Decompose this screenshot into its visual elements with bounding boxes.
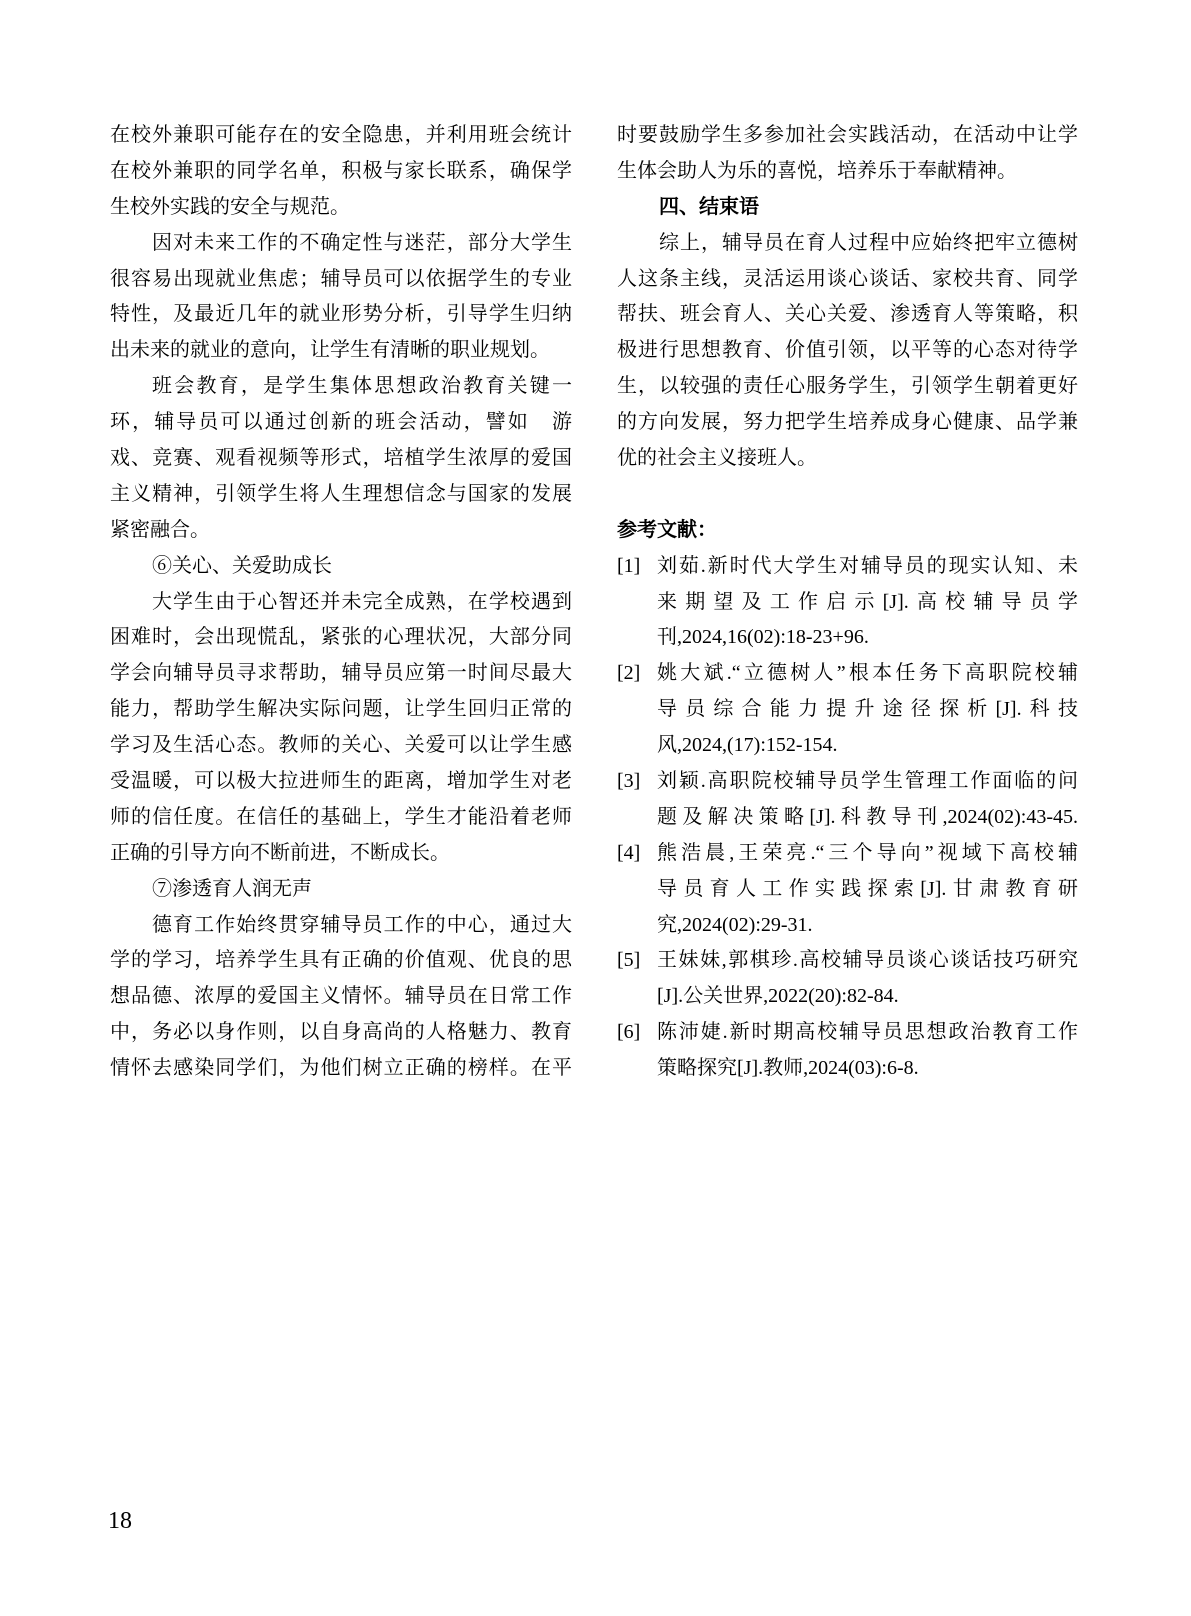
reference-item [617,764,1078,836]
right-column [617,118,1078,1087]
text-line: 优的社会主义接班人。 [617,447,817,470]
text-line: 刘茹.新时代大学生对辅导员的现实认知、未 [657,554,1078,577]
left-column [110,118,572,1087]
text-line: 生校外实践的安全与规范。 [110,195,350,218]
text-line: 戏、竞赛、观看视频等形式，培植学生浓厚的爱国 [110,447,572,470]
text-line: 综上，辅导员在育人过程中应始终把牢立德树 [659,231,1078,254]
text-line: 在校外兼职的同学名单，积极与家长联系，确保学 [110,159,572,182]
page-number: 18 [108,1508,132,1534]
text-line: 主义精神，引领学生将人生理想信念与国家的发展 [110,482,572,505]
text-line: 姚大斌.“立德树人”根本任务下高职院校辅 [657,662,1078,685]
conclusion-heading: 四、结束语 [659,195,759,218]
reference-label: [2] [617,662,641,685]
reference-label: [1] [617,554,641,577]
subheading-6: ⑥关心、关爱助成长 [152,554,332,577]
reference-item [617,836,1078,944]
text-line: 陈沛婕.新时期高校辅导员思想政治教育工作 [657,1021,1078,1044]
text-line: 人这条主线，灵活运用谈心谈话、家校共育、同学 [617,267,1078,290]
text-line: 风,2024,(17):152-154. [657,734,838,757]
text-line: 王妹妹,郭棋珍.高校辅导员谈心谈话技巧研究 [657,949,1078,972]
text-line: 生体会助人为乐的喜悦，培养乐于奉献精神。 [617,159,1017,182]
text-line: 受温暖，可以极大拉进师生的距离，增加学生对老 [110,770,572,793]
text-line: 学会向辅导员寻求帮助，辅导员应第一时间尽最大 [110,662,572,685]
text-line: 刘颖.高职院校辅导员学生管理工作面临的问 [657,770,1078,793]
text-line: 导员育人工作实践探索[J].甘肃教育研 [657,877,1078,900]
text-line: 极进行思想教育、价值引领，以平等的心态对待学 [617,339,1078,362]
text-line: 环，辅导员可以通过创新的班会活动，譬如 游 [110,411,572,434]
text-line: 困难时，会出现慌乱，紧张的心理状况，大部分同 [110,626,572,649]
text-line: 很容易出现就业焦虑；辅导员可以依据学生的专业 [110,267,572,290]
text-line: 帮扶、班会育人、关心关爱、渗透育人等策略，积 [617,303,1078,326]
text-line: 来期望及工作启示[J].高校辅导员学 [657,590,1078,613]
text-line: 紧密融合。 [110,518,210,541]
reference-item [617,549,1078,657]
text-line: 大学生由于心智还并未完全成熟，在学校遇到 [152,590,572,613]
text-line: 师的信任度。在信任的基础上，学生才能沿着老师 [110,805,572,828]
reference-label: [4] [617,841,641,864]
reference-label: [6] [617,1021,641,1044]
reference-item [617,656,1078,764]
text-line: 刊,2024,16(02):18-23+96. [657,626,869,649]
text-line: 时要鼓励学生多参加社会实践活动，在活动中让学 [617,124,1078,146]
text-line: 特性，及最近几年的就业形势分析，引导学生归纳 [110,303,572,326]
text-line: 德育工作始终贯穿辅导员工作的中心，通过大 [152,913,572,936]
text-line: 的方向发展，努力把学生培养成身心健康、品学兼 [617,411,1078,434]
text-line: 题及解决策略[J].科教导刊,2024(02):43-45. [657,805,1078,828]
text-line: 导员综合能力提升途径探析[J].科技 [657,698,1078,721]
text-line: 究,2024(02):29-31. [657,913,813,936]
text-line: 能力，帮助学生解决实际问题，让学生回归正常的 [110,698,572,721]
text-line: 因对未来工作的不确定性与迷茫，部分大学生 [152,231,572,254]
text-line: 班会教育，是学生集体思想政治教育关键一 [152,375,572,398]
reference-item [617,943,1078,1015]
text-line: 想品德、浓厚的爱国主义情怀。辅导员在日常工作 [110,985,572,1008]
reference-label: [3] [617,770,641,793]
text-line: 策略探究[J].教师,2024(03):6-8. [657,1057,919,1080]
text-line: [J].公关世界,2022(20):82-84. [657,985,899,1008]
text-line: 熊浩晨,王荣亮.“三个导向”视域下高校辅 [657,841,1078,864]
reference-item [617,1015,1078,1087]
text-line: 中，务必以身作则，以自身高尚的人格魅力、教育 [110,1021,572,1044]
text-line: 正确的引导方向不断前进，不断成长。 [110,841,450,864]
blank-line [617,477,1078,513]
reference-label: [5] [617,949,641,972]
text-line: 出未来的就业的意向，让学生有清晰的职业规划。 [110,339,550,362]
text-line: 学习及生活心态。教师的关心、关爱可以让学生感 [110,734,572,757]
text-line: 情怀去感染同学们，为他们树立正确的榜样。在平 [110,1057,572,1080]
text-line: 生，以较强的责任心服务学生，引领学生朝着更好 [617,375,1078,398]
text-line: 学的学习，培养学生具有正确的价值观、优良的思 [110,949,572,972]
references-heading: 参考文献： [617,518,717,541]
text-line: 在校外兼职可能存在的安全隐患，并利用班会统计 [110,124,572,146]
subheading-7: ⑦渗透育人润无声 [152,877,312,900]
